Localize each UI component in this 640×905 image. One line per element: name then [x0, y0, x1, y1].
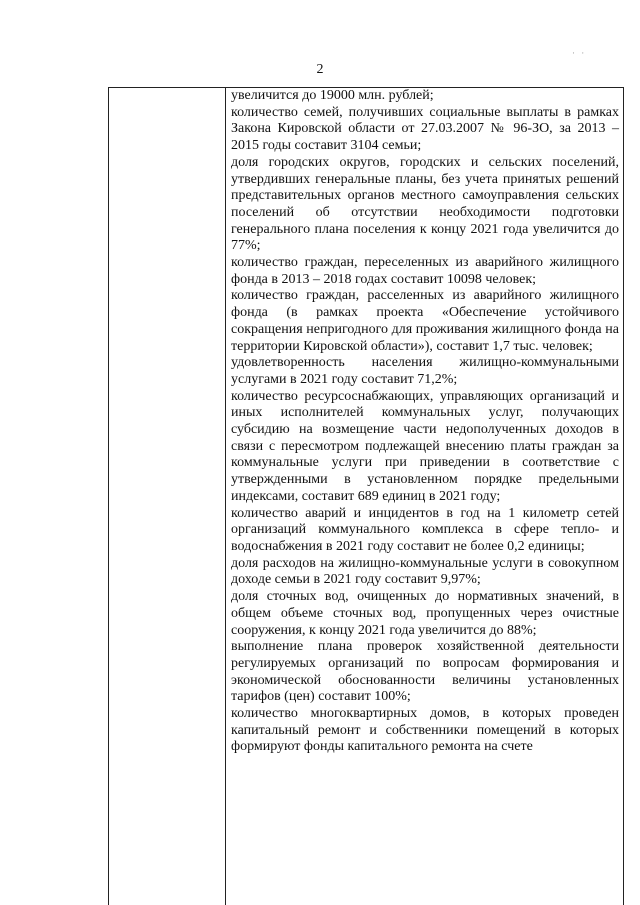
paragraph: выполнение плана проверок хозяйственной деятельности регулируемых организаций по вопросам формирования и экономической обоснованности величины установленных тарифов (цен) составит 100%;: [231, 639, 619, 705]
paragraph: доля сточных вод, очищенных до нормативных значений, в общем объеме сточных вод, пропущенных через очистные сооружения, к концу 2021 года увеличится до 88%;: [231, 589, 619, 638]
paragraph: доля расходов на жилищно-коммунальные услуги в совокупном доходе семьи в 2021 году составит 9,97%;: [231, 555, 619, 588]
paragraph: количество ресурсоснабжающих, управляющих организаций и иных исполнителей коммунальных услуг, получающих субсидию на возмещение части недополученных доходов в связи с пересмотром подлежащей внесению платы граждан за коммунальные услуги при приведении в соответствие с утвержденными в установленном порядке предельными индексами, составит 689 единиц в 2021 году;: [231, 388, 619, 504]
paragraph: доля городских округов, городских и сельских поселений, утвердивших генеральные планы, без учета принятых решений представительных органов местного самоуправления сельских поселений об отсутствии необходимости подготовки генерального плана поселения к концу 2021 года увеличится до 77%;: [231, 154, 619, 254]
paragraph: количество аварий и инцидентов в год на 1 километр сетей организаций коммунального комплекса в сфере тепло- и водоснабжения в 2021 году составит не более 0,2 единицы;: [231, 505, 619, 554]
page-number: 2: [316, 62, 324, 77]
text-cell: [231, 88, 619, 756]
paragraph: количество многоквартирных домов, в которых проведен капитальный ремонт и собственники помещений в которых формируют фонды капитального ремонта на счете: [231, 706, 619, 755]
scan-mark: · ·: [572, 48, 587, 58]
column-divider: [225, 88, 226, 905]
document-table: [108, 87, 624, 905]
paragraph: увеличится до 19000 млн. рублей;: [231, 88, 434, 103]
paragraph: количество граждан, переселенных из аварийного жилищного фонда в 2013 – 2018 годах составит 10098 человек;: [231, 255, 619, 287]
paragraph: количество граждан, расселенных из аварийного жилищного фонда (в рамках проекта «Обеспечение устойчивого сокращения непригодного для проживания жилищного фонда на территории Кировской области»), составит 1,7 тыс. человек;: [231, 288, 619, 354]
paragraph: количество семей, получивших социальные выплаты в рамках Закона Кировской области от 27.03.2007 № 96-ЗО, за 2013 – 2015 годы составит 3104 семьи;: [231, 104, 619, 154]
paragraph: удовлетворенность населения жилищно-коммунальными услугами в 2021 году составит 71,2%;: [231, 355, 619, 387]
